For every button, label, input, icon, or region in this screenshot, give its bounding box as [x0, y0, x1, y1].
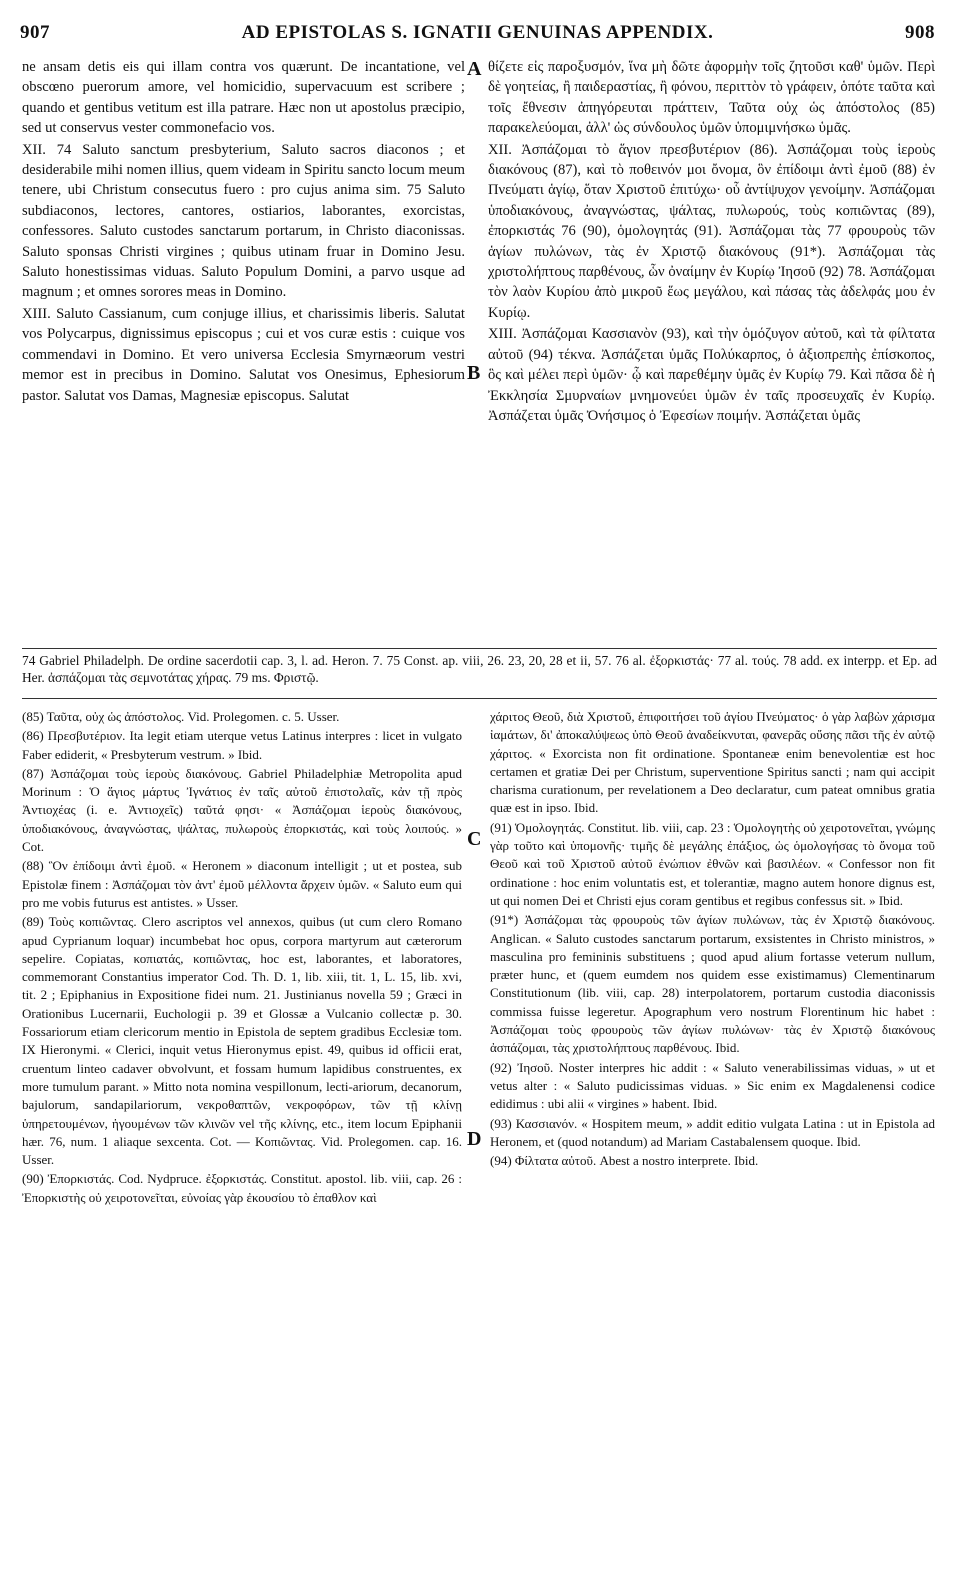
note-entry: (91*) Ἀσπάζομαι τὰς φρουροὺς τῶν ἁγίων πυλώνων, τὰς ἐν Χριστῷ διακόνους. Anglican. « Saluto custodes sanctarum portarum, exsistentes in Christo ministros, » masculina pro femininis substituens ; quod apud alium fortasse veterum nullum, præter hunc, et (quem eumdem nos quidem esse existimamus) Clementinarum Constitutionum (lib. viii, cap. 28) interpolatorem, portarum custodia diaconissis commissa fuisse legeretur. Apographum vero nostrum Florentinum hic habet : Ἀσπάζομαι τοὺς φρουροὺς τῶν ἁγίων πυλώνων· τὰς ἐν Χριστῷ διακόνους ἀσπάζομαι, τὰς χριστολήπτους παρθένους. Ibid. [490, 912, 935, 1056]
margin-marker-d: D [467, 1128, 482, 1150]
greek-paragraph: θίζετε εἰς παροξυσμόν, ἵνα μὴ δῶτε ἀφορμὴν τοῖς ζητοῦσι καθ' ὑμῶν. Περὶ δὲ γοητείας, ἢ παιδεραστίας, ἢ φόνου, περιττὸν τὸ γράφειν, ὁπότε ταῦτα καὶ τοῖς ἔθνεσιν ἀπηγόρευται πράττειν, Ταῦτα οὐχ ὡς ἀπόστολος (85) παρακελεύομαι, ἀλλ' ὡς σύνδουλος ὑμῶν ὑπομιμνήσκω ὑμᾶς. [488, 59, 935, 137]
text-separator-rule [22, 648, 937, 649]
latin-paragraph: XIII. Saluto Cassianum, cum conjuge illius, et charissimis liberis. Salutat vos Polycarpus, dignissimus episcopus ; cui et vos curæ estis : cuique vos commendavi in Domino. Et vero universa Ecclesia Smyrnæorum vestri memor est in precibus in Domino. Salutat vos Onesimus, Ephesiorum pastor. Salutat vos Damas, Magnesiæ episcopus. Salutat [22, 305, 465, 404]
margin-marker-b: B [467, 362, 481, 384]
notes-separator-rule [22, 698, 937, 699]
page-header [20, 22, 935, 52]
note-entry: χάριτος Θεοῦ, διὰ Χριστοῦ, ἐπιφοιτήσει τοῦ ἁγίου Πνεύματος· ὁ γὰρ λαβὼν χάρισμα ἰαμάτων, δι' ἀποκαλύψεως ὑπὸ Θεοῦ ἀναδείκνυται, φανερᾶς οὔσης πᾶσι τῆς ἐν αὐτῷ χάριτος. « Exorcista non fit ordinatione. Spontaneæ enim benevolentiæ est hoc certamen et gratiæ Dei per Christum, superventione Spiritus sancti ; nam qui accipit charisma curationum, per revelationem a Deo declaratur, cum pateat omnibus gratia quæ est in ipso. Ibid. [490, 709, 935, 816]
latin-text-column [22, 57, 465, 647]
page-number-right: 908 [905, 22, 935, 43]
note-entry: (88) Ὃν ἐπίδοιμι ἀντὶ ἐμοῦ. « Heronem » diaconum intelligit ; ut et postea, sub Epistolæ finem : Ἀσπάζομαι τὸν ἀντ' ἐμοῦ μέλλοντα ἄρχειν ὑμῶν. « Saluto eum qui pro me vobis futurus est antistes. » Usser. [22, 858, 462, 910]
note-entry: (94) Φίλτατα αὐτοῦ. Abest a nostro interprete. Ibid. [490, 1153, 759, 1169]
latin-paragraph: ne ansam detis eis qui illam contra vos quærunt. De incantatione, vel obscœno puerorum amore, vel homicidio, supervacuum est scribere ; quando et gentibus vetitum est illa patrare. Hæc non ut apostolus præcipio, sed ut conservus vester commonefacio vos. [22, 59, 465, 137]
variant-footnotes [22, 652, 937, 690]
note-entry: (91) Ὁμολογητάς. Constitut. lib. viii, cap. 23 : Ὁμολογητὴς οὐ χειροτονεῖται, γνώμης γὰρ τοῦτο καὶ ὑπομονῆς· τιμῆς δὲ μεγάλης ἐπάξιος, ὡς ὁμολογήσας τὸ ὄνομα τοῦ Θεοῦ καὶ τοῦ Χριστοῦ αὐτοῦ ἐνώπιον ἐθνῶν καὶ βασιλέων. « Confessor non fit ordinatione : hoc enim voluntatis est, et tolerantiæ, magno autem honore dignus est, ut qui nomen Dei et Christi ejus coram gentibus et regibus confessus sit. » Ibid. [490, 819, 935, 908]
greek-paragraph: XIII. Ἀσπάζομαι Κασσιανὸν (93), καὶ τὴν ὁμόζυγον αὐτοῦ, καὶ τὰ φίλτατα αὐτοῦ (94) τέκνα. Ἀσπάζεται ὑμᾶς Πολύκαρπος, ὁ ἀξιοπρεπὴς ἐπίσκοπος, ὃς καὶ μέλει περὶ ὑμῶν· ᾧ καὶ παρεθέμην ὑμᾶς ἐν Κυρίῳ 79. Καὶ πᾶσα δὲ ἡ Ἐκκλησία Σμυρναίων μνημονεύει ὑμῶν ἐν ταῖς προσευχαῖς ἐν Κυρίῳ. Ἀσπάζεται ὑμᾶς Ὀνήσιμος ὁ Ἐφεσίων ποιμήν. Ἀσπάζεται ὑμᾶς [488, 326, 935, 424]
notes-left-column [22, 708, 462, 1580]
footnote-text: 74 Gabriel Philadelph. De ordine sacerdotii cap. 3, l. ad. Heron. 7. 75 Const. ap. viii, 26. 23, 20, 28 et ii, 57. 76 al. ἐξορκιστάς· 77 al. τούς. 78 add. ex interpp. et Ep. ad Her. ἀσπάζομαι τὰς σεμνοτάτας χήρας. 79 ms. Φριστῷ. [22, 653, 937, 686]
greek-paragraph: XII. Ἀσπάζομαι τὸ ἅγιον πρεσβυτέριον (86). Ἀσπάζομαι τοὺς ἱεροὺς διακόνους (87), καὶ τὸ ποθεινόν μοι ὄνομα, ὃν ἐπίδοιμι ἀντὶ ἐμοῦ (88) ἐν Πνεύματι ἁγίῳ, ὅταν Χριστοῦ ἐπιτύχω· οὗ ἀντίψυχον γενοίμην. Ἀσπάζομαι ὑποδιακόνους, ἀναγνώστας, ψάλτας, πυλωρούς, τοὺς κοπιῶντας (89), ἐπορκιστάς 76 (90), ὁμολογητάς (91). Ἀσπάζομαι τὰς 77 φρουροὺς τῶν ἁγίων πυλώνων, τὰς ἐν Χριστῷ διακόνους (91*). Ἀσπάζομαι τὰς χριστολήπτους παρθένους, ὧν ὀναίμην ἐν Κυρίῳ Ἰησοῦ (92) 78. Ἀσπάζομαι τὸν λαὸν Κυρίου ἀπὸ μικροῦ ἕως μεγάλου, καὶ πάσας τὰς ἀδελφάς μου ἐν Κυρίῳ. [488, 141, 935, 321]
margin-marker-c: C [467, 828, 482, 850]
running-title: AD EPISTOLAS S. IGNATII GENUINAS APPENDIX. [241, 22, 714, 43]
note-entry: (89) Τοὺς κοπιῶντας. Clero ascriptos vel annexos, quibus (ut cum clero Romano apud Cyprianum loquar) incumbebat hoc opus, corpora martyrum aut cæterorum sepelire. Copiatas, κοπιατάς, κοπιῶντας, hoc est, laborantes, et laboratores, commemorant Constantius imperator Cod. Th. D. 1, lib. xiii, tit. 1, L. 15, lib. xvi, tit. 2 ; Epiphanius in Expositione fidei num. 21. Justinianus novella 59 ; Græci in Orationibus Lucernarii, Euchologii p. 39 et Glossæ a Vulcanio collectæ p. 30. Fossariorum etiam clericorum mentio in Epistola de septem gradibus Ecclesiæ tom. IX Hieronymi. « Clerici, inquit vetus Hieronymus epist. 49, quibus id officii erat, cruentum linteo cadaver obvolvunt, et fossam humum lapidibus construentes, ex more tumulum parant. » Mitto nota nomina vespillonum, lecti-ariorum, decanorum, bajulorum, sandapilariorum, νεκροθαπτῶν, νεκροφόρων, τῶν τῇ κλίνῃ ὑπηρετουμένων, ἡγουμένων τῶν κλινῶν vel τῆς κλίνης, etc., item locum Epiphanii hær. 76, num. 1 aliaque sexcenta. Cot. — Κοπιῶντας. Vid. Prolegomen. cap. 16. Usser. [22, 914, 462, 1168]
note-entry: (86) Πρεσβυτέριον. Ita legit etiam uterque vetus Latinus interpres : licet in vulgato Faber ediderit, « Presbyterum vestrum. » Ibid. [22, 728, 462, 762]
note-entry: (92) Ἰησοῦ. Noster interpres hic addit : « Saluto venerabilissimas viduas, » ut et vetus alter : « Saluto pudicissimas viduas. » Sic enim ex Magdalenensi codice edidimus : ubi alii « virgines » habent. Ibid. [490, 1059, 935, 1112]
note-entry: (93) Κασσιανόν. « Hospitem meum, » addit editio vulgata Latina : ut in Epistola ad Heronem, et (quod notandum) ad Mariam Castabalensem quoque. Ibid. [490, 1115, 935, 1149]
page-number-left: 907 [20, 22, 50, 43]
note-entry: (87) Ἀσπάζομαι τοὺς ἱεροὺς διακόνους. Gabriel Philadelphiæ Metropolita apud Morinum : Ὁ ἅγιος μάρτυς Ἰγνάτιος ἐν ταῖς αὐτοῦ ἐπιστολαῖς, κἀν τῇ πρὸς Ἀντιοχέας (i. e. Ἀντιοχεῖς) ταῦτά φησι· « Ἀσπάζομαι ἱεροὺς διακόνους, ὑποδιακόνους, ἀναγνώστας, ψάλτας, πυλωροὺς ἐπορκιστάς, καὶ τοὺς λοιπούς. » Cot. [22, 765, 462, 855]
margin-marker-a: A [467, 58, 482, 80]
latin-paragraph: XII. 74 Saluto sanctum presbyterium, Saluto sacros diaconos ; et desiderabile mihi nomen illius, quem videam in Spiritu sancto locum meum tenere, ubi Christum consecutus fuero : pro cujus anima sim. 75 Saluto subdiaconos, lectores, cantores, ostiarios, laborantes, exorcistas, confessores. Saluto custodes sanctarum portarum, in Christo diaconissas. Saluto sponsas Christi virgines ; quibus utinam fruar in Domino Jesu. Saluto honestissimas viduas. Saluto Populum Domini, a parvo usque ad magnum ; et omnes sorores meas in Domino. [22, 141, 465, 301]
note-entry: (85) Ταῦτα, οὐχ ὡς ἀπόστολος. Vid. Prolegomen. c. 5. Usser. [22, 709, 340, 724]
note-entry: (90) Ἐπορκιστάς. Cod. Nydpruce. ἐξορκιστάς. Constitut. apostol. lib. viii, cap. 26 : Ἐπορκιστὴς οὐ χειροτονεῖται, εὐνοίας γὰρ ἐκουσίου τὸ ἐπαθλον καὶ [22, 1171, 462, 1205]
notes-right-column [490, 708, 935, 1580]
greek-text-column [488, 57, 935, 647]
